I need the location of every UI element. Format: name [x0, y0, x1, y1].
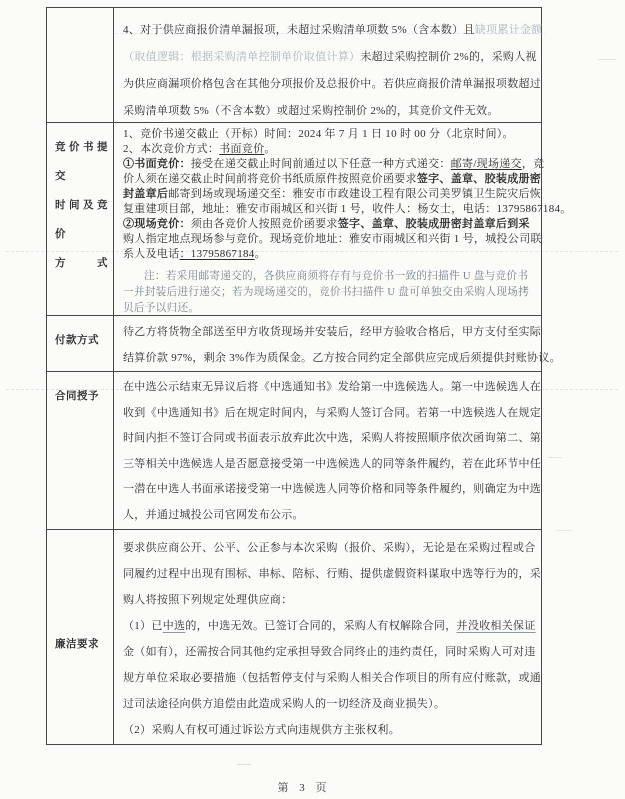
scan-dash-artifact [237, 764, 251, 765]
text-line [123, 127, 572, 142]
row-header-integrity-requirements [47, 530, 114, 744]
text-line [123, 503, 541, 529]
text-segment: 购人指定地点现场参与竞价。现场竞价地址：雅安市雨城区和兴街 1 号，城投公司联 [123, 233, 542, 245]
text-segment: 购人将按照下列规定处理供应商： [123, 594, 293, 606]
text-segment: 2、本次竞价方式： [123, 143, 220, 155]
text-line [123, 477, 541, 503]
text-line [123, 269, 572, 285]
row-header-line: 合同授予 [55, 391, 99, 402]
table-row-missing-items-clause [47, 8, 541, 123]
text-line [123, 561, 541, 587]
text-segment: 的，中选无效。已签订合同的，采购人有权解除合同， [185, 620, 457, 632]
text-line [123, 157, 572, 172]
text-line [123, 320, 561, 346]
text-segment: ：13795867184 [179, 248, 255, 260]
row-header-line: 廉洁要求 [55, 638, 99, 650]
text-line [123, 71, 543, 98]
text-segment: （1）已 [123, 620, 163, 632]
row-header-contract-award [47, 372, 114, 529]
text-line [123, 247, 572, 262]
text-segment: （2）采购人有权可通过诉讼方式向违规供方主张权利。 [123, 724, 400, 736]
text-segment: 为供应商漏项价格包含在其他分项报价及总报价中。若供应商报价清单漏报项数超过 [123, 78, 542, 90]
text-segment: 并没收相关保证 [456, 620, 536, 632]
text-line [123, 285, 572, 301]
text-segment: 一潜在中选人书面承诺接受第一中选候选人同等价格和同等条件履约，则确定为中选 [123, 483, 542, 495]
text-segment: 1、竞价书递交截止（开标）时间：2024 年 7 月 1 日 10 时 00 分（北京时间）。 [123, 128, 514, 140]
row-header-payment-method [47, 316, 114, 371]
text-line [123, 401, 541, 427]
text-segment: 时间内拒不签订合同或书面表示放弃此次中选，采购人将按照顺序依次函询第二、第 [123, 432, 542, 444]
text-segment: 三等相关中选候选人是否愿意接受第一中选候选人的同等条件履约，若在此环节中任 [123, 457, 542, 470]
text-segment: 邮寄到场或现场递交至：雅安市市政建设工程有限公司美罗镇卫生院灾后恢 [168, 188, 542, 200]
text-segment: 规方单位采取必要措施（包括暂停支付与采购人相关合作项目的所有应付账款，或通 [123, 672, 542, 684]
text-line [123, 301, 572, 317]
text-segment: 邮寄/现场递交 [450, 158, 522, 170]
text-line [123, 535, 541, 561]
text-segment: 须由各竞价人按照竞价函要求 [190, 218, 338, 230]
text-line [123, 142, 572, 157]
text-segment: 签字、盖章、胶装成册密封盖章后到采 [337, 218, 530, 230]
procurement-terms-table [46, 7, 572, 745]
text-segment: 。 [254, 248, 266, 260]
text-segment: 待乙方将货物全部送至甲方收货现场并安装后，经甲方验收合格后，甲方支付至实际 [123, 326, 542, 338]
text-segment: 接受在递交截止时间前通过以下任意一种方式递交： [190, 158, 451, 170]
text-line [123, 375, 541, 401]
text-segment: 结算价款 97%，剩余 3%作为质保金。乙方按合同约定全部供应完成后须提供封账协议。 [123, 351, 561, 364]
row-content-missing-items-clause [114, 8, 548, 122]
text-segment: 签字、盖章、胶装成册密 [416, 173, 542, 185]
row-content-integrity-requirements [114, 530, 546, 744]
table-row-integrity-requirements [47, 530, 541, 744]
text-segment: 。 [264, 143, 276, 155]
text-line [123, 346, 561, 372]
text-segment: 在中选公示结束无异议后将《中选通知书》发给第一中选候选人。第一中选候选人在 [123, 381, 542, 393]
table-row-contract-award [47, 372, 541, 530]
text-line [123, 426, 541, 452]
text-line [123, 202, 572, 217]
text-segment: ②现场竞价： [123, 218, 191, 230]
text-line [123, 613, 541, 639]
text-line [123, 691, 541, 717]
text-segment: 人，并通过城投公司官网发布公示。 [123, 508, 304, 521]
text-line [123, 217, 572, 232]
text-line [123, 587, 541, 613]
text-segment: 未超过采购控制价 2%的，采购人视 [360, 51, 537, 63]
text-segment: 系人及电话 [123, 248, 180, 260]
text-segment: 过司法途径向供方追偿由此造成采购人的一切经济及商业损失）。 [123, 698, 446, 710]
row-content-payment-method [114, 316, 566, 371]
scan-dash-artifact [598, 59, 616, 60]
scan-dash-artifact [556, 530, 572, 531]
text-line [123, 187, 572, 202]
text-segment: 书面竞价 [219, 143, 265, 155]
text-segment: ①书面竞价： [123, 158, 191, 170]
text-line [123, 452, 541, 478]
row-content-contract-award [114, 372, 546, 529]
row-content-bid-submission [114, 123, 577, 315]
text-segment: 一并封装后进行递交；若为现场递交的，竞价书扫描件 U 盘可单独交由采购人现场拷 [123, 287, 530, 298]
text-segment: 缺项累计金额 [474, 24, 543, 36]
text-segment: （取值逻辑：根据采购清单控制单价取值计算） [123, 51, 361, 63]
text-segment: 采购清单项数 5%（不含本数）或超过采购控制价 2%的，其竞价文件无效。 [123, 105, 499, 117]
text-segment: 中选 [162, 620, 186, 632]
text-line [123, 17, 543, 44]
row-header-cell-empty [47, 8, 114, 122]
text-segment: ，竞 [521, 158, 545, 170]
text-segment: 同履约过程中出现有围标、串标、陪标、行贿、提供虚假资料谋取中选等行为的，采 [123, 568, 542, 580]
text-line [123, 665, 541, 691]
text-segment: 价人须在递交截止时间前将竞价书纸质原件按照竞价函要求 [123, 173, 417, 185]
text-segment: 注：若采用邮寄递交的，各供应商须将存有与竞价书一致的扫描件 U 盘与竞价书 [144, 271, 529, 282]
row-header-line: 竞价书提交 [55, 142, 108, 182]
row-header-line: 方式 [55, 258, 108, 269]
table-row-payment-method [47, 316, 561, 372]
text-segment: 收到《中选通知书》后在规定时间内，与采购人签订合同。若第一中选候选人在规定 [123, 406, 542, 419]
text-segment: 4、对于供应商报价清单漏报项，未超过采购清单项数 5%（含本数）且 [123, 24, 475, 36]
text-segment: 复重建项目部，地址：雅安市雨城区和兴街 1 号，收件人：杨女士，电话：13795867184。 [123, 203, 572, 215]
row-header-line: 付款方式 [55, 335, 99, 346]
text-line [123, 232, 572, 247]
text-segment: 贝后予以归还。 [123, 303, 200, 314]
text-line [123, 639, 541, 665]
scan-dash-artifact [548, 457, 562, 458]
text-segment: 金（如有），还需按合同其他约定承担导致合同终止的违约责任，同时采购人可对违 [123, 646, 536, 658]
text-line [123, 98, 543, 125]
text-segment: 封盖章后 [123, 188, 169, 200]
row-header-bid-submission [47, 123, 114, 315]
text-line [123, 172, 572, 187]
page-number: 第 3 页 [277, 782, 331, 794]
row-header-line: 时间及竞价 [55, 200, 108, 240]
text-line [123, 717, 541, 743]
text-segment: 要求供应商公开、公平、公正参与本次采购（报价、采购），无论是在采购过程或合 [123, 542, 536, 554]
text-line [123, 44, 543, 71]
table-row-bid-submission [47, 123, 572, 316]
